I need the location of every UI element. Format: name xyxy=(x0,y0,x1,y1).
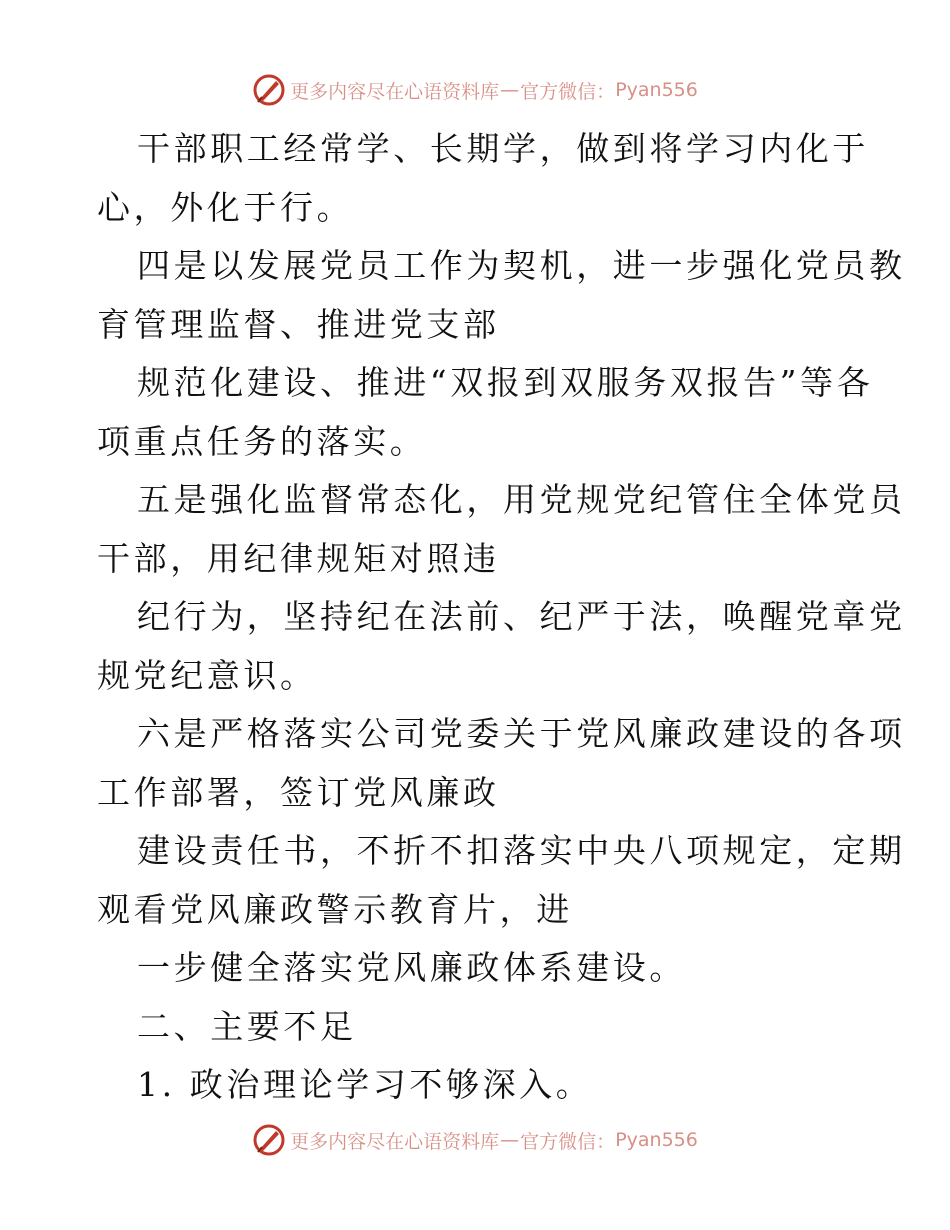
body-line-3: 四是以发展党员工作为契机，进一步强化党员教 xyxy=(137,246,906,285)
watermark-separator: — xyxy=(500,79,520,101)
body-line-6: 项重点任务的落实。 xyxy=(97,421,427,461)
body-line-8: 干部，用纪律规矩对照违 xyxy=(97,538,500,578)
quill-pen-logo-icon xyxy=(252,73,286,107)
document-body xyxy=(97,120,906,1115)
watermark-brand: 更多内容尽在心语资料库 xyxy=(290,80,500,103)
body-line-13: 建设责任书，不折不扣落实中央八项规定，定期 xyxy=(137,831,906,870)
list-item-1: 1. 政治理论学习不够深入。 xyxy=(137,1065,593,1104)
body-line-10: 规党纪意识。 xyxy=(97,655,317,695)
body-line-14: 观看党风廉政警示教育片，进 xyxy=(97,889,573,929)
watermark-separator: — xyxy=(500,1129,520,1151)
section-heading: 二、主要不足 xyxy=(137,1006,357,1046)
body-line-2: 心，外化于行。 xyxy=(97,187,354,227)
footer-watermark xyxy=(0,1120,950,1160)
body-line-1: 干部职工经常学、长期学，做到将学习内化于 xyxy=(137,129,869,168)
body-line-7: 五是强化监督常态化，用党规党纪管住全体党员 xyxy=(137,480,906,519)
quill-pen-logo-icon xyxy=(252,1123,286,1157)
watermark-wechat-label: 官方微信： xyxy=(520,80,616,103)
header-watermark xyxy=(0,70,950,110)
watermark-brand: 更多内容尽在心语资料库 xyxy=(290,1130,500,1153)
body-line-12: 工作部署，签订党风廉政 xyxy=(97,772,500,812)
body-line-9: 纪行为，坚持纪在法前、纪严于法，唤醒党章党 xyxy=(137,597,906,636)
body-line-11: 六是严格落实公司党委关于党风廉政建设的各项 xyxy=(137,714,906,753)
body-line-5: 规范化建设、推进“双报到双服务双报告”等各 xyxy=(137,363,874,402)
watermark-wechat-label: 官方微信： xyxy=(520,1130,616,1153)
body-line-15: 一步健全落实党风廉政体系建设。 xyxy=(137,948,686,987)
watermark-wechat-id: Pyan556 xyxy=(615,1129,698,1151)
watermark-wechat-id: Pyan556 xyxy=(615,79,698,101)
body-line-4: 育管理监督、推进党支部 xyxy=(97,304,500,344)
